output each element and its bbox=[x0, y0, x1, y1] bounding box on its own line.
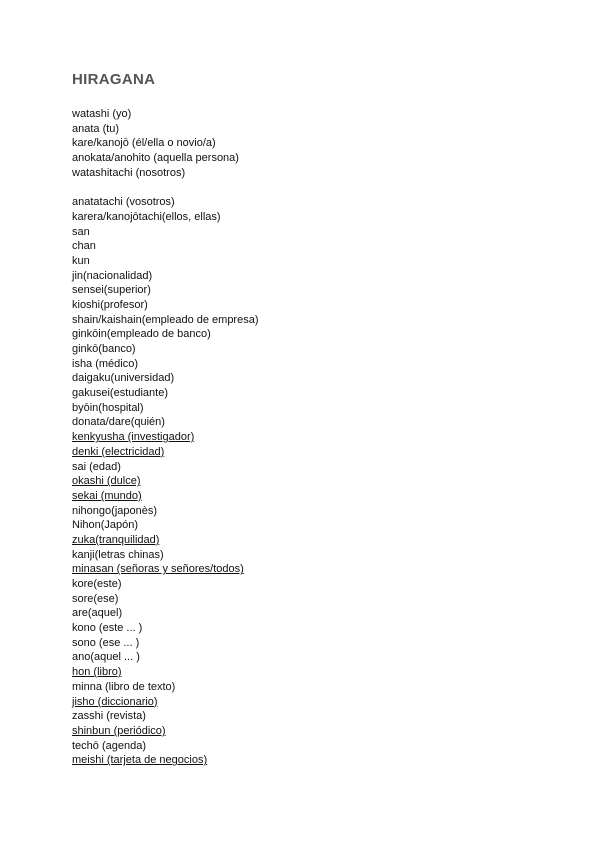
vocab-entry-text: sensei(superior) bbox=[72, 284, 151, 297]
vocab-entry bbox=[72, 210, 259, 225]
vocab-entry bbox=[72, 107, 259, 122]
vocab-entry bbox=[72, 592, 259, 607]
vocab-entry-text: are(aquel) bbox=[72, 607, 123, 620]
vocab-entry bbox=[72, 166, 259, 181]
vocab-entry-text: anokata/anohito (aquella persona) bbox=[72, 152, 239, 165]
vocab-entry-text: denki (electricidad) bbox=[72, 445, 165, 458]
vocab-entry-text: zuka(tranquilidad) bbox=[72, 533, 160, 546]
vocabulary-list bbox=[72, 107, 259, 768]
vocab-entry bbox=[72, 504, 259, 519]
vocab-entry-text: okashi (dulce) bbox=[72, 475, 141, 488]
vocab-entry-text: kenkyusha (investigador) bbox=[72, 431, 195, 444]
list-spacer bbox=[72, 180, 259, 195]
vocab-entry-text: shinbun (periódico) bbox=[72, 724, 166, 737]
vocab-entry-text: gakusei(estudiante) bbox=[72, 387, 169, 400]
vocab-entry-text: shain/kaishain(empleado de empresa) bbox=[72, 313, 259, 326]
vocab-entry bbox=[72, 298, 259, 313]
vocab-entry-text: minna (libro de texto) bbox=[72, 680, 176, 693]
vocab-entry-text: sekai (mundo) bbox=[72, 489, 142, 502]
vocab-entry bbox=[72, 195, 259, 210]
vocab-entry bbox=[72, 269, 259, 284]
vocab-entry bbox=[72, 489, 259, 504]
vocab-entry-text: anata (tu) bbox=[72, 122, 120, 135]
vocab-entry-text: sai (edad) bbox=[72, 460, 121, 473]
vocab-entry-text: minasan (señoras y señores/todos) bbox=[72, 563, 244, 576]
vocab-entry bbox=[72, 636, 259, 651]
vocab-entry-text: sono (ese ... ) bbox=[72, 636, 140, 649]
vocab-entry bbox=[72, 445, 259, 460]
vocab-entry-text: Nihon(Japón) bbox=[72, 519, 139, 532]
vocab-entry bbox=[72, 239, 259, 254]
vocab-entry-text: san bbox=[72, 225, 90, 238]
vocab-entry-text: donata/dare(quién) bbox=[72, 416, 165, 429]
vocab-entry bbox=[72, 327, 259, 342]
vocab-entry bbox=[72, 342, 259, 357]
vocab-entry bbox=[72, 254, 259, 269]
vocab-entry bbox=[72, 650, 259, 665]
vocab-entry bbox=[72, 548, 259, 563]
vocab-entry bbox=[72, 621, 259, 636]
vocab-entry-text: kioshi(profesor) bbox=[72, 298, 148, 311]
vocab-entry-text: karera/kanojōtachi(ellos, ellas) bbox=[72, 210, 221, 223]
vocab-entry bbox=[72, 533, 259, 548]
vocab-entry-text: kun bbox=[72, 254, 90, 267]
vocab-entry bbox=[72, 709, 259, 724]
vocab-entry-text: byōin(hospital) bbox=[72, 401, 144, 414]
vocab-entry bbox=[72, 739, 259, 754]
vocab-entry bbox=[72, 136, 259, 151]
document-title: HIRAGANA bbox=[72, 71, 156, 88]
vocab-entry bbox=[72, 695, 259, 710]
vocab-entry bbox=[72, 577, 259, 592]
vocab-entry-text: kanji(letras chinas) bbox=[72, 548, 164, 561]
vocab-entry bbox=[72, 518, 259, 533]
vocab-entry-text: anatatachi (vosotros) bbox=[72, 196, 175, 209]
vocab-entry-text: meishi (tarjeta de negocios) bbox=[72, 754, 208, 767]
vocab-entry bbox=[72, 225, 259, 240]
vocab-entry bbox=[72, 606, 259, 621]
vocab-entry bbox=[72, 371, 259, 386]
vocab-entry-text: nihongo(japonès) bbox=[72, 504, 158, 517]
vocab-entry bbox=[72, 151, 259, 166]
vocab-entry-text: zasshi (revista) bbox=[72, 710, 146, 723]
vocab-entry-text: ano(aquel ... ) bbox=[72, 651, 140, 664]
vocab-entry-text: watashitachi (nosotros) bbox=[72, 166, 186, 179]
vocab-entry bbox=[72, 357, 259, 372]
vocab-entry bbox=[72, 680, 259, 695]
vocab-entry-text: chan bbox=[72, 240, 96, 253]
vocab-entry-text: ginkōin(empleado de banco) bbox=[72, 328, 211, 341]
vocab-entry-text: kore(este) bbox=[72, 578, 122, 590]
vocab-entry-text: hon (libro) bbox=[72, 666, 122, 679]
vocab-entry bbox=[72, 562, 259, 577]
vocab-entry bbox=[72, 386, 259, 401]
vocab-entry-text: daigaku(universidad) bbox=[72, 372, 175, 385]
vocab-entry bbox=[72, 665, 259, 680]
vocab-entry-text: kono (este ... ) bbox=[72, 622, 143, 635]
vocab-entry bbox=[72, 283, 259, 298]
vocab-entry bbox=[72, 460, 259, 475]
vocab-entry-text: watashi (yo) bbox=[72, 108, 132, 120]
vocab-entry-text: jin(nacionalidad) bbox=[72, 269, 153, 282]
vocab-entry-text: techō (agenda) bbox=[72, 739, 146, 752]
vocab-entry bbox=[72, 474, 259, 489]
vocab-entry-text: sore(ese) bbox=[72, 592, 119, 605]
vocab-entry bbox=[72, 122, 259, 137]
vocab-entry bbox=[72, 724, 259, 739]
vocab-entry-text: isha (médico) bbox=[72, 357, 139, 370]
vocab-entry-text: kare/kanojō (él/ella o novio/a) bbox=[72, 137, 216, 150]
vocab-entry-text: jisho (diccionario) bbox=[72, 695, 158, 708]
vocab-entry-text: ginkō(banco) bbox=[72, 343, 136, 355]
vocab-entry bbox=[72, 430, 259, 445]
vocab-entry bbox=[72, 401, 259, 416]
vocab-entry bbox=[72, 313, 259, 328]
vocab-entry bbox=[72, 753, 259, 768]
vocab-entry bbox=[72, 415, 259, 430]
